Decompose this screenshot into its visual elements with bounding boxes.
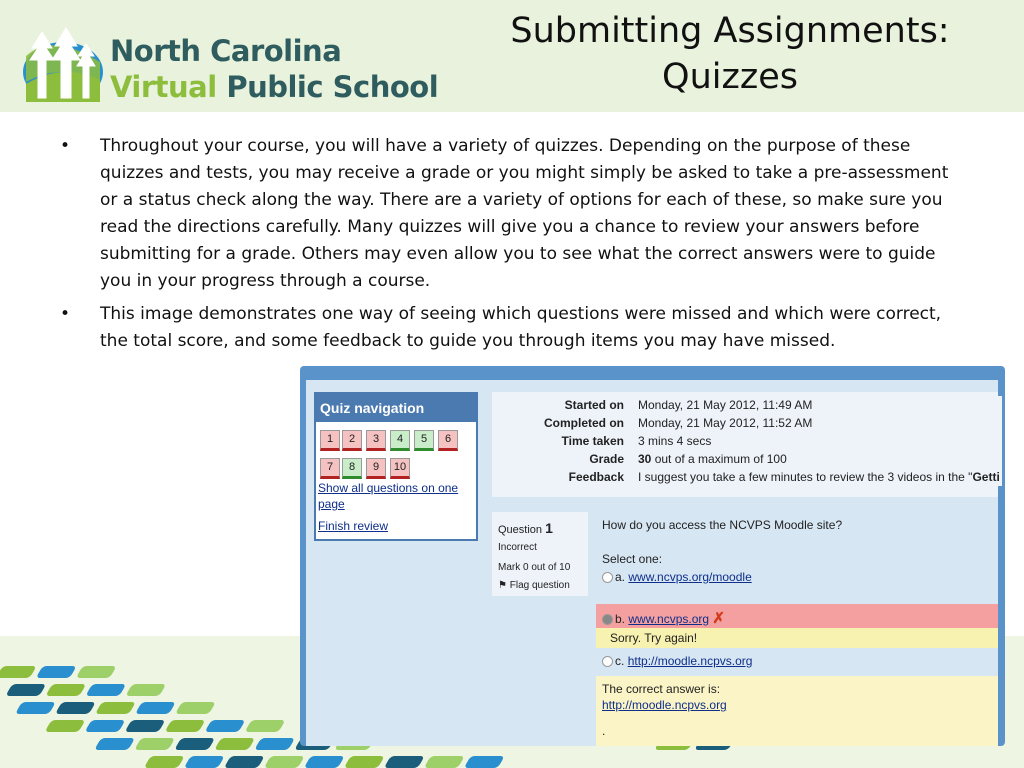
flag-question-label: Flag question	[509, 580, 570, 591]
question-mark: Mark 0 out of 10	[498, 562, 571, 573]
finish-review-link[interactable]: Finish review	[318, 519, 389, 533]
option-prefix: b.	[615, 612, 626, 626]
summary-label: Time taken	[561, 434, 624, 448]
question-number	[498, 520, 553, 536]
logo-word-virtual: Virtual	[110, 70, 217, 104]
slide-title-line2: Quizzes	[662, 57, 798, 97]
quiz-navigation-block	[314, 392, 478, 541]
show-all-questions-link[interactable]: Show all questions on one page	[318, 481, 459, 511]
correct-answer-label: The correct answer is:	[602, 682, 721, 696]
slide-title-line1: Submitting Assignments:	[510, 11, 950, 51]
grade-max: out of a maximum of 100	[651, 452, 787, 466]
trees-logo-icon	[22, 22, 104, 104]
question-nav-button[interactable]: 4	[390, 430, 410, 451]
bullet-text: This image demonstrates one way of seeing which questions were missed and which were correct, the total score, and some feedback to guide you through items you may have missed.	[100, 304, 942, 351]
radio-c[interactable]	[602, 656, 613, 667]
option-prefix: c.	[615, 654, 625, 668]
answer-option-c[interactable]	[602, 654, 752, 668]
summary-row	[492, 414, 998, 432]
question-nav-button[interactable]: 2	[342, 430, 362, 451]
radio-a[interactable]	[602, 572, 613, 583]
feedback-text-bold: Getti	[972, 470, 1000, 484]
ncvps-logo	[22, 22, 439, 106]
question-info-box	[492, 512, 588, 596]
answer-option-a[interactable]	[602, 570, 752, 584]
feedback-text: I suggest you take a few minutes to review the 3 videos in the "	[638, 470, 973, 484]
summary-label: Feedback	[568, 470, 624, 484]
quiz-review-page	[306, 380, 998, 746]
bullet-item	[60, 301, 965, 355]
answer-feedback	[596, 628, 998, 648]
question-state: Incorrect	[498, 542, 537, 553]
bullet-list	[60, 133, 965, 361]
bullet-marker: •	[60, 304, 71, 324]
question-text: How do you access the NCVPS Moodle site?	[602, 518, 843, 532]
question-content	[596, 512, 998, 667]
correct-answer-trailing: .	[602, 724, 606, 738]
select-one-label: Select one:	[602, 552, 663, 566]
quiz-navigation-title: Quiz navigation	[316, 394, 476, 422]
summary-row	[492, 432, 998, 450]
logo-word-public-school: Public School	[226, 70, 439, 104]
question-nav-button[interactable]: 8	[342, 458, 362, 479]
flag-question-button[interactable]	[498, 580, 570, 591]
question-nav-button[interactable]: 9	[366, 458, 386, 479]
slide-title	[480, 8, 980, 100]
radio-b-selected[interactable]	[602, 614, 613, 625]
question-nav-button[interactable]: 3	[366, 430, 386, 451]
question-nav-button[interactable]: 5	[414, 430, 434, 451]
grade-score: 30	[638, 452, 652, 466]
correct-answer-box	[596, 676, 998, 746]
bullet-text: Throughout your course, you will have a variety of quizzes. Depending on the purpose of these quizzes and tests, you may receive a grade or you might simply be asked to take a pre-assessment or a status check along the way. There are a variety of options for each of these, so make sure you read the directions carefully. Many quizzes will give you a chance to review your answers before submitting for a grade. Others may even allow you to see what the correct answers were to guide you in your progress through a course.	[100, 136, 949, 291]
question-nav-button[interactable]: 10	[390, 458, 410, 479]
summary-value: 3 mins 4 secs	[634, 432, 1002, 450]
bullet-marker: •	[60, 136, 71, 156]
flag-icon: ⚑	[498, 580, 507, 591]
summary-value	[634, 468, 1002, 486]
selected-incorrect-answer	[596, 604, 998, 628]
option-link[interactable]: http://moodle.ncpvs.org	[627, 654, 753, 668]
summary-label: Started on	[564, 398, 624, 412]
question-label: Question	[498, 524, 543, 536]
summary-row	[492, 396, 998, 414]
summary-row	[492, 468, 998, 486]
question-nav-button[interactable]: 7	[320, 458, 340, 479]
attempt-summary-table	[492, 392, 998, 497]
feedback-message: Sorry. Try again!	[610, 631, 698, 645]
logo-text-line1: North Carolina	[110, 34, 342, 68]
logo-text-line2	[110, 70, 438, 104]
correct-answer-link[interactable]: http://moodle.ncpvs.org	[602, 698, 727, 712]
summary-value: Monday, 21 May 2012, 11:49 AM	[634, 396, 1002, 414]
summary-value: Monday, 21 May 2012, 11:52 AM	[634, 414, 1002, 432]
incorrect-x-icon: ✗	[712, 610, 725, 627]
option-link[interactable]: www.ncvps.org	[628, 612, 710, 626]
quiz-review-screenshot	[300, 366, 1005, 746]
option-prefix: a.	[615, 570, 626, 584]
answer-option-b[interactable]	[602, 609, 725, 627]
summary-label: Completed on	[544, 416, 624, 430]
question-nav-button[interactable]: 6	[438, 430, 458, 451]
bullet-item	[60, 133, 965, 295]
summary-value	[634, 450, 1002, 468]
option-link[interactable]: www.ncvps.org/moodle	[628, 570, 752, 584]
summary-label: Grade	[589, 452, 624, 466]
summary-row	[492, 450, 998, 468]
question-number-value: 1	[545, 520, 553, 536]
question-nav-button[interactable]: 1	[320, 430, 340, 451]
